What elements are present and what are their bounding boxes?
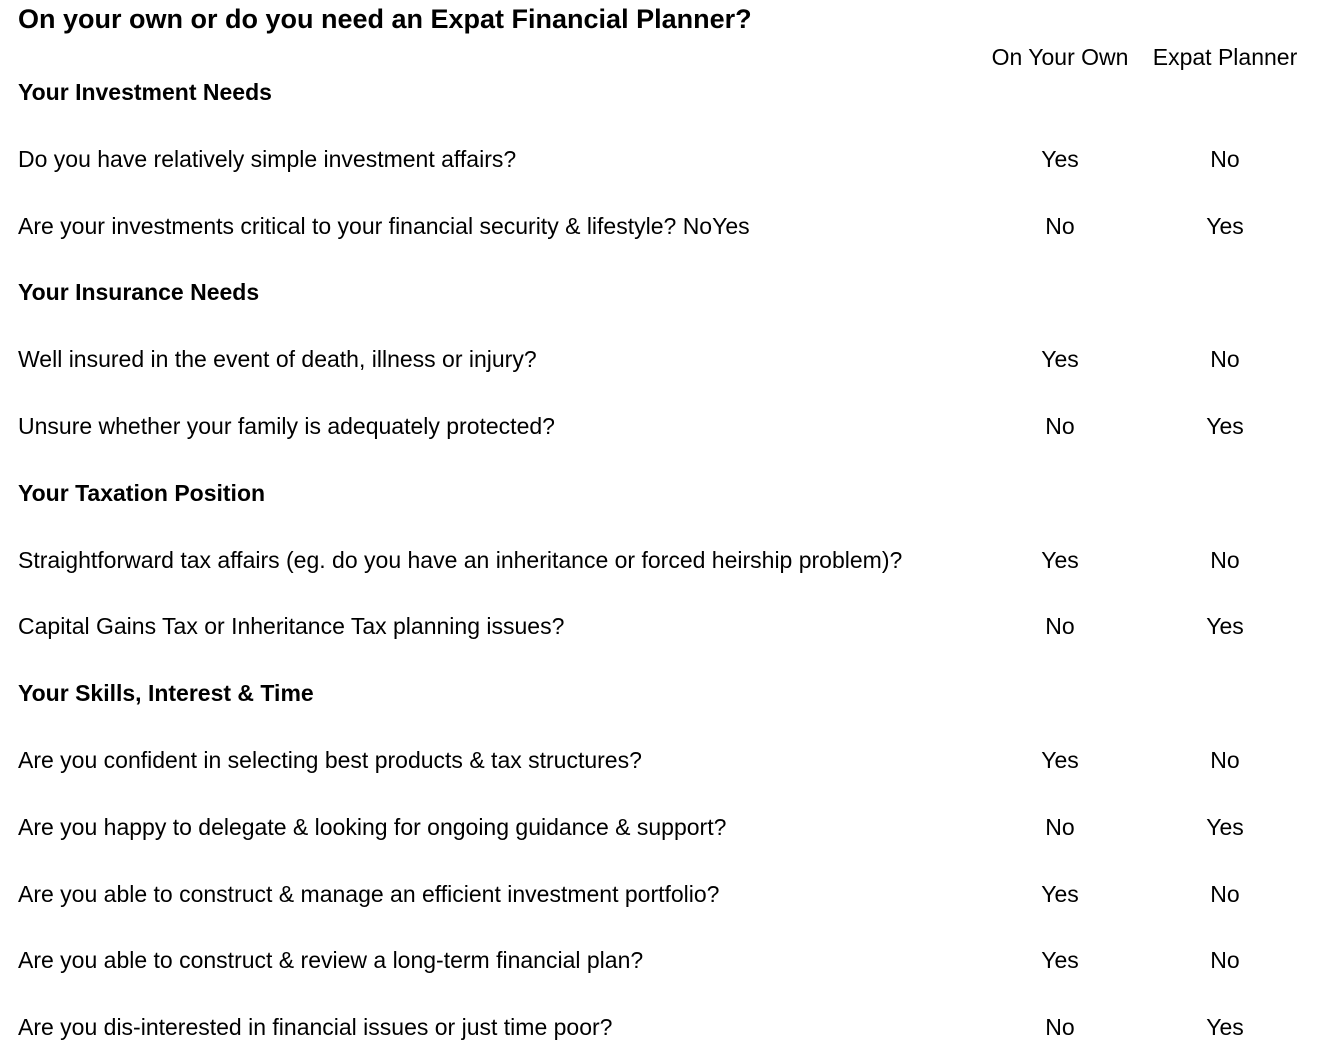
column-header-expat-planner: Expat Planner [1152, 44, 1298, 70]
question-label: Straightforward tax affairs (eg. do you have an inheritance or forced heirship problem)? [18, 546, 903, 573]
question-label: Are you happy to delegate & looking for ongoing guidance & support? [18, 813, 727, 840]
question-row [0, 606, 1320, 646]
section-heading: Your Insurance Needs [18, 279, 260, 306]
section-heading-row [0, 72, 1320, 112]
question-row [0, 406, 1320, 446]
answer-on-your-own: No [1045, 1014, 1075, 1041]
section-heading-row [0, 272, 1320, 312]
page-title: On your own or do you need an Expat Financial Planner? [18, 4, 752, 34]
question-row [0, 807, 1320, 847]
question-label: Do you have relatively simple investment affairs? [18, 145, 517, 172]
question-row [0, 206, 1320, 246]
question-label: Are you able to construct & manage an efficient investment portfolio? [18, 880, 720, 907]
answer-on-your-own: Yes [1041, 546, 1079, 573]
section-heading-row [0, 673, 1320, 713]
answer-on-your-own: Yes [1041, 145, 1079, 172]
answer-expat-planner: No [1210, 346, 1240, 373]
question-row [0, 940, 1320, 980]
answer-on-your-own: Yes [1041, 346, 1079, 373]
answer-on-your-own: Yes [1041, 880, 1079, 907]
question-label: Are you able to construct & review a long-term financial plan? [18, 947, 644, 974]
answer-expat-planner: Yes [1206, 212, 1244, 239]
answer-on-your-own: No [1045, 212, 1075, 239]
answer-expat-planner: No [1210, 947, 1240, 974]
question-row [0, 1007, 1320, 1047]
section-heading: Your Skills, Interest & Time [18, 680, 314, 707]
answer-expat-planner: No [1210, 747, 1240, 773]
question-label: Are you confident in selecting best products & tax structures? [18, 747, 642, 773]
question-row [0, 740, 1320, 780]
question-label: Unsure whether your family is adequately protected? [18, 413, 555, 439]
answer-on-your-own: No [1045, 613, 1075, 640]
column-header-on-your-own: On Your Own [991, 44, 1129, 70]
question-row [0, 339, 1320, 379]
answer-expat-planner: No [1210, 880, 1240, 907]
question-label: Are your investments critical to your financial security & lifestyle? NoYes [18, 212, 750, 239]
question-label: Capital Gains Tax or Inheritance Tax planning issues? [18, 613, 565, 640]
question-row [0, 139, 1320, 179]
question-label: Well insured in the event of death, illness or injury? [18, 346, 537, 373]
question-label: Are you dis-interested in financial issues or just time poor? [18, 1014, 613, 1041]
answer-expat-planner: Yes [1206, 613, 1244, 640]
section-heading-row [0, 473, 1320, 513]
answer-on-your-own: No [1045, 813, 1075, 840]
answer-expat-planner: No [1210, 546, 1240, 573]
question-row [0, 874, 1320, 914]
question-row [0, 540, 1320, 580]
answer-on-your-own: Yes [1041, 747, 1079, 773]
answer-expat-planner: Yes [1206, 1014, 1244, 1041]
answer-expat-planner: Yes [1206, 413, 1244, 439]
section-heading: Your Investment Needs [18, 79, 272, 105]
answer-on-your-own: No [1045, 413, 1075, 439]
answer-on-your-own: Yes [1041, 947, 1079, 974]
section-heading: Your Taxation Position [18, 479, 266, 506]
answer-expat-planner: Yes [1206, 813, 1244, 840]
answer-expat-planner: No [1210, 145, 1240, 172]
